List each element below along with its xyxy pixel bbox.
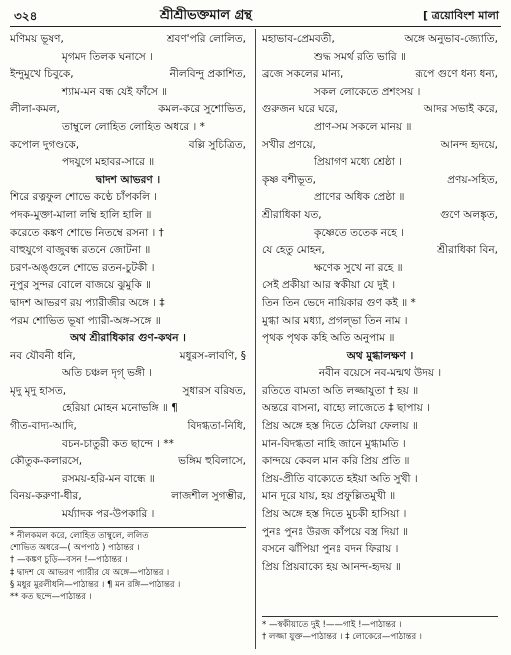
left-footnotes <box>10 527 246 603</box>
verse-segment-right: লাজশীল সুগম্ভীর, <box>171 490 246 503</box>
verse-line <box>10 348 246 366</box>
verse-line <box>10 506 246 524</box>
verse-line <box>262 137 498 155</box>
verse-segment-right: প্রণয়-সহিত, <box>447 173 498 186</box>
verse-line <box>262 225 498 243</box>
verse-line: দ্বাদশ আভরণ রয় প্যারীজীর অঙ্গে । ‡ <box>10 296 165 309</box>
verse-segment-indented: রসময়-হরি-মন বান্ধে ॥ <box>62 472 155 485</box>
verse-segment-right: শ্রবণ'পরি লোলিত, <box>166 33 246 45</box>
verse-line <box>10 471 246 489</box>
verse-segment-left: লীলা-কমল, <box>10 103 60 116</box>
verse-segment-right: মধুরস-লাবণি, § <box>179 349 246 362</box>
verse-segment-left: বিনয়-করুণা-ধীর, <box>10 490 82 503</box>
verse-line <box>10 383 246 401</box>
verse-segment-left: গীত-বাদ্য-আদি, <box>10 420 77 433</box>
verse-line <box>262 260 498 278</box>
verse-line <box>10 49 246 67</box>
verse-segment-indented: প্রাণের অধিক প্রেষ্ঠা ॥ <box>314 191 405 204</box>
verse-segment-left: সখীর প্রণয়ে, <box>262 138 316 151</box>
verse-segment-right: আদর সভাই করে, <box>423 103 498 116</box>
verse-line <box>262 189 498 207</box>
footnote-line: † —কঙ্কণ চুড়ি—বসন !—পাঠান্তর । <box>10 555 128 566</box>
column-divider <box>255 29 256 649</box>
verse-line: অন্তরে বাসনা, বাহ্যে লাজেতে ‡ ছাপায় । <box>262 402 430 415</box>
verse-segment-left: মণিময় ভূষণ, <box>10 33 64 45</box>
verse-segment-left: শ্রীরাধিকা যত, <box>262 208 322 221</box>
verse-segment-indented: হেরিয়া মোহন মনোভঙ্গি ॥ ¶ <box>62 402 178 415</box>
verse-segment-left: মহাভাব-প্রেমবতী, <box>262 33 335 45</box>
verse-line <box>10 436 246 454</box>
verse-line: প্রিয় অঙ্গে হস্ত দিতে মুচকী হাসিয়া । <box>262 508 407 521</box>
verse-line <box>10 84 246 102</box>
verse-line: প্রিয় প্রিয়বাক্যে হয় আনন্দ-হৃদয় ॥ <box>262 560 401 573</box>
footnote-line: § মধুর মুরলীধনি—পাঠান্তর । ¶ মন রঙ্গি—পাঠান্তর । <box>10 579 181 590</box>
verse-segment-left: যে হেতু মোহন, <box>262 244 325 257</box>
verse-line: শিরে রত্নফুল শোভে কণ্ঠে চাঁপকলি । <box>10 191 158 204</box>
verse-line: প্রিয়-প্রীতি বাক্যেতে হইয়া অতি সুখী । <box>262 472 418 485</box>
verse-line <box>262 154 498 172</box>
verse-line <box>10 418 246 436</box>
verse-line: চরণ-অঙ্গুলে শোভে রতন-চুটকী । <box>10 261 155 274</box>
verse-segment-left: নব যৌবনী ধনি, <box>10 349 76 362</box>
verse-segment-right: আনন্দ হৃদয়ে, <box>440 138 498 151</box>
footnote-line: † লজ্জা যুক্ত—পাঠান্তর । ‡ লোকেরে—পাঠান্তর । <box>262 632 422 643</box>
verse-line <box>10 488 246 506</box>
verse-segment-left: গুরুজন ঘরে ঘরে, <box>262 103 339 116</box>
verse-line <box>262 84 498 102</box>
verse-segment-indented: প্রিয়াগণ মধ্যে শ্রেষ্ঠা । <box>314 156 402 169</box>
verse-line: কান্দয়ে কেবল মান করি প্রিয় প্রতি ॥ <box>262 455 410 468</box>
verse-segment-indented: তাম্বুলে লোহিত লোহিত অধরে । * <box>62 120 205 133</box>
verse-segment-right: অঙ্গে অনুভাব-জ্যোতি, <box>404 33 498 45</box>
verse-segment-left: ব্রজে সকলের মান্য, <box>262 68 344 81</box>
verse-segment-indented: পদযুগে মহাবর-সারে ॥ <box>62 156 155 169</box>
page-number: ৩২৪ <box>14 9 38 23</box>
verse-line <box>10 137 246 155</box>
verse-segment-indented: প্রাণ-সম সকলে মানয় ॥ <box>314 120 412 133</box>
right-verse-column <box>262 31 498 576</box>
verse-line <box>10 101 246 119</box>
page-header <box>10 6 501 27</box>
verse-line <box>10 400 246 418</box>
verse-segment-indented: মর্য্যাদক পর-উপকারি । <box>62 508 155 521</box>
verse-segment-indented: বচন-চাতুরী কত ছান্দে । ** <box>62 437 174 450</box>
verse-line: তিন তিন ভেদে নায়িকার গুণ কই ॥ * <box>262 296 416 309</box>
verse-segment-left: কৃষ্ণ বশীভূত, <box>262 173 316 186</box>
verse-segment-right: শ্রীরাধিকা বিন, <box>437 244 498 257</box>
verse-line <box>10 31 246 49</box>
footnote-line: ‡ দ্বাদশ যে আভরণ প্যারীর যে অঙ্গে—পাঠান্তর । <box>10 567 170 578</box>
verse-line: নবীন বয়েসে নব-মন্মথ উদয় । <box>318 367 442 380</box>
verse-segment-right: সুধারস বরিষত, <box>182 384 246 397</box>
verse-segment-left: কৌতুক-কলারসে, <box>10 455 83 468</box>
verse-line: বসনে ঝাঁপিয়া পুনঃ বদন ফিরায় । <box>262 543 399 556</box>
verse-line <box>262 242 498 260</box>
verse-line: মান দূরে যায়, হয় প্রফুল্লিতমুখী ॥ <box>262 490 396 503</box>
footnote-line: শোভিত অধরে—( অপপাঠ ) পাঠান্তর । <box>10 543 140 554</box>
verse-segment-indented: কৃষ্ণেতে ততেক নহে । <box>314 226 404 239</box>
book-title: শ্রীশ্রীভক্তমাল গ্রন্থ <box>160 8 252 23</box>
verse-line <box>262 49 498 67</box>
footnote-line: ** কত ছন্দে—পাঠান্তর । <box>10 592 92 603</box>
verse-line <box>10 365 246 383</box>
verse-line <box>262 31 498 49</box>
verse-line <box>10 154 246 172</box>
verse-segment-right: ভঙ্গিম হুবিলাসে, <box>178 455 246 468</box>
verse-line: মুগ্ধা আর মধ্যা, প্রগল্ভা তিন নাম । <box>262 314 408 327</box>
verse-segment-right: বিদগ্ধতা-নিধি, <box>187 420 246 433</box>
verse-line: নূপুর সুন্দর বোলে বাজয়ে ঝুমুকি ॥ <box>10 279 151 292</box>
verse-segment-right: কমল-করে সুশোভিত, <box>158 103 246 116</box>
verse-segment-right: বল্লি সুচিত্রিত, <box>188 138 246 151</box>
verse-segment-left: ইন্দুমুখে চিবুকে, <box>10 68 74 81</box>
right-footnotes <box>262 616 498 643</box>
footnote-line: * নীলকমল করে, লোহিত তাম্বুলে, ললিত <box>10 531 149 541</box>
verse-segment-indented: সকল লোকেতে প্রশংসয় । <box>314 85 421 98</box>
verse-segment-indented: মৃগমদ তিলক ঘনাসে । <box>62 50 153 63</box>
verse-segment-indented: ক্ষণেক সুখে না রহে ॥ <box>314 261 403 274</box>
verse-line: রতিতে বামতা অতি লজ্জাযুতা † হয় ॥ <box>262 384 419 397</box>
verse-segment-indented: শ্যাম-মন বন্ধ যেই ফাঁসে ॥ <box>62 85 168 98</box>
footnote-line: * —স্বকীয়াতে দুই !——গাই !—পাঠান্তর । <box>262 620 402 630</box>
verse-segment-indented: অতি চঞ্চল দৃগ্ ভঙ্গী । <box>62 367 152 380</box>
section-heading: দ্বাদশ আভরণ । <box>95 173 161 186</box>
section-label: [ ত্রয়োবিংশ মালা <box>422 9 499 22</box>
verse-line <box>10 119 246 137</box>
verse-segment-indented: শুদ্ধ সমর্থ রতি ভারি ॥ <box>314 50 406 63</box>
verse-line: প্রিয় অঙ্গে হস্ত দিতে ঠেলিয়া ফেলায় ॥ <box>262 420 418 433</box>
verse-line <box>262 119 498 137</box>
verse-segment-left: কপোল দুগণ্ডকে, <box>10 138 80 151</box>
verse-line <box>262 172 498 190</box>
verse-line: পুনঃ পুনঃ উরজ কাঁপয়ে বস্ত্র দিয়া ॥ <box>262 525 409 538</box>
verse-line: মান-বিদগ্ধতা নাহি জানে মুগ্ধামতি । <box>262 437 406 450</box>
verse-line: বাহুযুগে বাজুবন্ধ রতনে জোটনা ॥ <box>10 244 151 257</box>
left-verse-column <box>10 31 246 524</box>
verse-line: পরম শোভিত ভূষা প্যারী-অঙ্গ-সঙ্গে ॥ <box>10 314 161 327</box>
verse-segment-right: গুণে অলঙ্কৃত, <box>440 208 498 221</box>
verse-line: পদক-মুক্তা-মালা লম্বি হালি হালি ॥ <box>10 208 152 221</box>
verse-line <box>10 66 246 84</box>
section-heading: অথ শ্রীরাধিকার গুণ-কথন । <box>70 332 186 345</box>
verse-line: সেই প্রকীয়া আর স্বকীয়া যে দুই । <box>262 279 396 292</box>
verse-line <box>262 207 498 225</box>
verse-line <box>10 453 246 471</box>
verse-line: করেতে কঙ্কণ শোভে নিতম্বে রসনা । † <box>10 226 164 239</box>
section-heading: অথ মুগ্ধালক্ষণ । <box>346 349 414 362</box>
verse-line: পৃথক পৃথক কহি অতি অনুপাম ॥ <box>262 332 395 345</box>
verse-segment-left: মৃদু মৃদু হাসত, <box>10 384 67 397</box>
verse-segment-right: রূপে গুণে ধন্য ধন্য, <box>415 68 498 81</box>
verse-line <box>262 66 498 84</box>
verse-line <box>262 101 498 119</box>
verse-segment-right: নীলবিন্দু প্রকাশিত, <box>169 68 246 81</box>
